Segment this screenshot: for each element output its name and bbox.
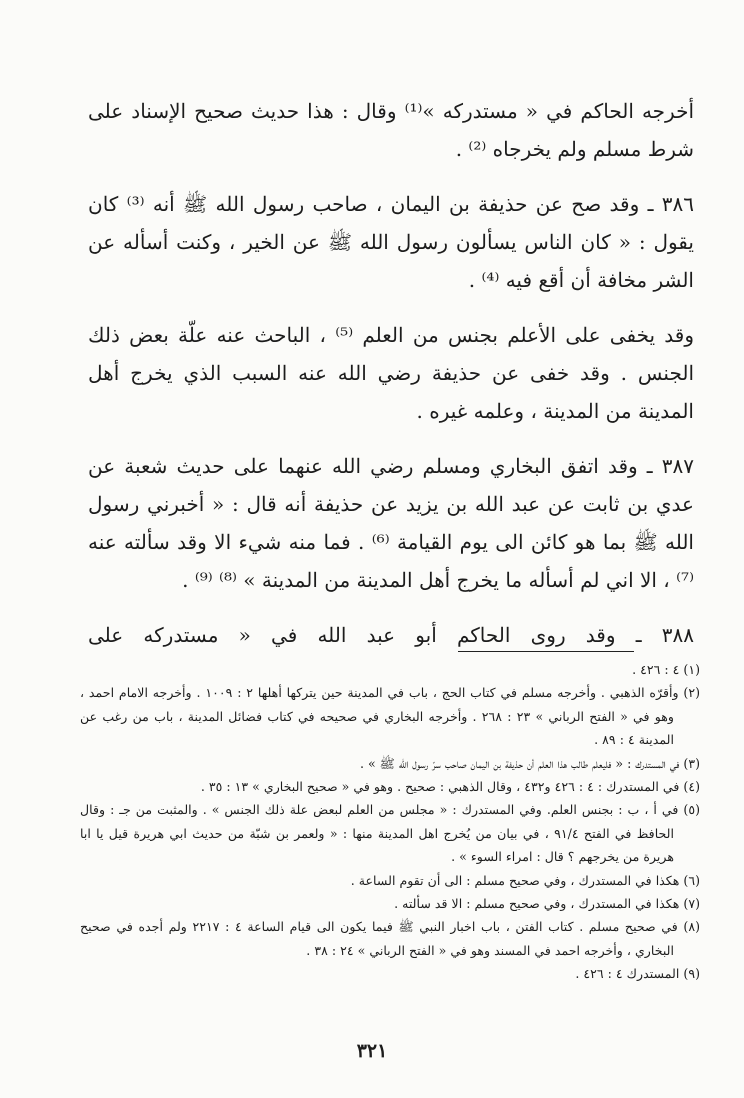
main-text [88, 92, 694, 671]
footnote-2: (٢) وأقرّه الذهبي . وأخرجه مسلم في كتاب الحج ، باب في المدينة حين يتركها أهلها ٢ : ١٠٠٩ . وأخرجه الامام احمد ، وهو في « الفتح الرباني » ٢٣ : ٢٦٨ . وأخرجه البخاري في صحيحه في كتاب فضائل المدينة ، باب من رغب عن المدينة ٤ : ٨٩ . [80, 685, 701, 748]
paragraph-hadith-387: ٣٨٧ ـ وقد اتفق البخاري ومسلم رضي الله عنهما على حديث شعبة عن عدي بن ثابت عن عبد الله بن يزيد عن حذيفة أنه قال : « أخبرني رسول الله ﷺ بما هو كائن الى يوم القيامة ⁽⁶⁾ . فما منه شيء الا وقد سألته عنه ⁽⁷⁾ ، الا اني لم أسأله ما يخرج أهل المدينة من المدينة » ⁽⁸⁾ ⁽⁹⁾ . [88, 454, 694, 592]
paragraph-3: وقد يخفى على الأعلم بجنس من العلم ⁽⁵⁾ ، الباحث عنه علّة بعض ذلك الجنس . وقد خفى عن حذيفة رضي الله عنه السبب الذي يخرج أهل المدينة من المدينة ، وعلمه غيره . [88, 323, 695, 423]
footnote-8: (٨) في صحيح مسلم . كتاب الفتن ، باب اخبار النبي ﷺ فيما يكون الى قيام الساعة ٤ : ٢٢١٧ ولم أجده في صحيح البخاري ، وأخرجه احمد في المسند وهو في « الفتح الرباني » ٢٤ : ٣٨ . [80, 919, 701, 958]
footnote-5: (٥) في أ ، ب : بجنس العلم. وفي المستدرك : « مجلس من العلم لبعض علة ذلك الجنس » . والمثبت من جـ : وقال الحافظ في الفتح ٩١/٤ ، في بيان من يُخرج اهل المدينة منها : « ولعمر بن شبّة من حديث ابي هريرة قيل يا ابا هريرة من يخرجهم ؟ قال : امراء السوء » . [80, 802, 700, 865]
paragraph-hadith-388: ٣٨٨ ـ وقد روى الحاكم أبو عبد الله في « مستدركه على [88, 623, 695, 647]
footnotes [80, 658, 700, 986]
paragraph-1: أخرجه الحاكم في « مستدركه »⁽¹⁾ وقال : هذا حديث صحيح الإسناد على شرط مسلم ولم يخرجاه ⁽²⁾ . [88, 99, 695, 161]
footnote-7: (٧) هكذا في المستدرك ، وفي صحيح مسلم : الا قد سألته . [394, 896, 700, 912]
footnote-4: (٤) في المستدرك : ٤ : ٤٢٦ و٤٣٢ ، وقال الذهبي : صحيح . وهو في « صحيح البخاري » ١٣ : ٣٥ . [200, 779, 700, 795]
footnote-3: (٣) في المستدرك : « فليعلم طالب هذا العلم أن حذيفة بن اليمان صاحب سرّ رسول الله ﷺ » . [359, 755, 700, 771]
footnote-separator [458, 651, 634, 652]
paragraph-hadith-386: ٣٨٦ ـ وقد صح عن حذيفة بن اليمان ، صاحب رسول الله ﷺ أنه ⁽³⁾ كان يقول : « كان الناس يسألون رسول الله ﷺ عن الخير ، وكنت أسأله عن الشر مخافة أن أقع فيه ⁽⁴⁾ . [88, 192, 694, 292]
footnote-6: (٦) هكذا في المستدرك ، وفي صحيح مسلم : الى أن تقوم الساعة . [350, 872, 700, 888]
footnote-9: (٩) المستدرك ٤ : ٤٢٦ . [575, 966, 700, 982]
page-number: ٣٢١ [356, 1040, 388, 1062]
footnote-1: (١) ٤ : ٤٢٦ . [632, 662, 700, 677]
